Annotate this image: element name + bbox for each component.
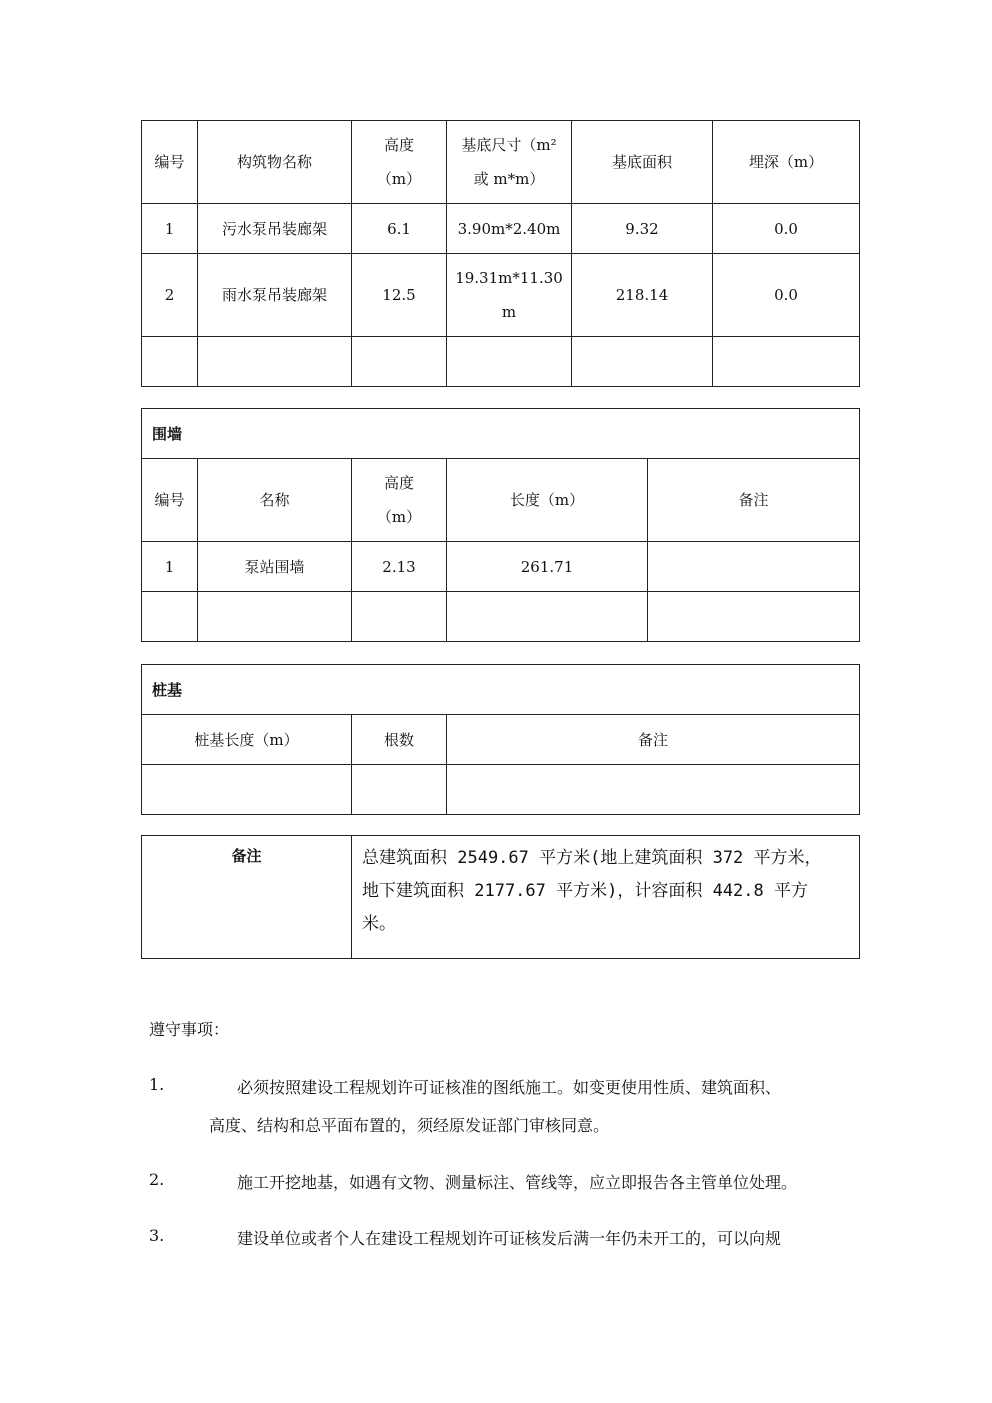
header-length: 长度（m）: [447, 459, 648, 542]
empty-cell: [572, 337, 713, 387]
item-number: 1.: [149, 1075, 165, 1094]
cell-name: 泵站围墙: [198, 542, 352, 592]
table-row: [142, 254, 860, 337]
empty-cell: [713, 337, 860, 387]
empty-cell: [142, 337, 198, 387]
empty-cell: [447, 765, 860, 815]
header-no: 编号: [142, 459, 198, 542]
cell-height: 12.5: [352, 254, 447, 337]
table-row: [142, 204, 860, 254]
header-size-line1: 基底尺寸（m²: [461, 136, 557, 154]
header-note: 备注: [447, 715, 860, 765]
table-header-row: [142, 459, 860, 542]
empty-cell: [352, 337, 447, 387]
empty-cell: [142, 765, 352, 815]
table-header-row: [142, 715, 860, 765]
cell-height: 6.1: [352, 204, 447, 254]
pile-title-row: [142, 665, 860, 715]
header-height: [352, 121, 447, 204]
wall-title: 围墙: [142, 409, 860, 459]
header-name: 构筑物名称: [198, 121, 352, 204]
header-height: [352, 459, 447, 542]
item-number: 2.: [149, 1170, 165, 1189]
cell-size-line1: 19.31m*11.30: [455, 269, 563, 287]
pile-table: [141, 664, 860, 815]
item-number: 3.: [149, 1226, 165, 1245]
header-size: [447, 121, 572, 204]
table-row-empty: [142, 765, 860, 815]
empty-cell: [142, 592, 198, 642]
cell-depth: 0.0: [713, 204, 860, 254]
table-row: [142, 542, 860, 592]
header-name: 名称: [198, 459, 352, 542]
header-size-line2: 或 m*m）: [473, 170, 545, 188]
remarks-text: [352, 836, 860, 959]
cell-size-line2: m: [501, 303, 517, 321]
remarks-line: 地下建筑面积 2177.67 平方米)，计容面积 442.8 平方: [362, 881, 808, 901]
empty-cell: [198, 592, 352, 642]
cell-note: [648, 542, 860, 592]
remarks-line: 米。: [362, 914, 396, 934]
cell-no: 1: [142, 542, 198, 592]
cell-size: [447, 254, 572, 337]
remarks-line: 总建筑面积 2549.67 平方米(地上建筑面积 372 平方米，: [362, 848, 822, 868]
empty-cell: [352, 765, 447, 815]
cell-name: 雨水泵吊装廊架: [198, 254, 352, 337]
header-height-line1: 高度: [383, 474, 414, 492]
table-row-empty: [142, 337, 860, 387]
remarks-label: 备注: [142, 836, 352, 959]
cell-height: 2.13: [352, 542, 447, 592]
header-depth: 埋深（m）: [713, 121, 860, 204]
remarks-table: [141, 835, 860, 959]
cell-size: 3.90m*2.40m: [447, 204, 572, 254]
cell-no: 2: [142, 254, 198, 337]
header-pile-length: 桩基长度（m）: [142, 715, 352, 765]
cell-name: 污水泵吊装廊架: [198, 204, 352, 254]
empty-cell: [648, 592, 860, 642]
compliance-item-line: 高度、结构和总平面布置的，须经原发证部门审核同意。: [209, 1116, 610, 1135]
compliance-item-line: 建设单位或者个人在建设工程规划许可证核发后满一年仍未开工的，可以向规: [237, 1229, 782, 1248]
header-no: 编号: [142, 121, 198, 204]
header-height-line1: 高度: [383, 136, 414, 154]
empty-cell: [447, 337, 572, 387]
header-area: 基底面积: [572, 121, 713, 204]
cell-length: 261.71: [447, 542, 648, 592]
header-height-line2: （m）: [376, 170, 422, 188]
header-note: 备注: [648, 459, 860, 542]
table-header-row: [142, 121, 860, 204]
compliance-item-line: 施工开挖地基，如遇有文物、测量标注、管线等，应立即报告各主管单位处理。: [237, 1173, 798, 1192]
cell-no: 1: [142, 204, 198, 254]
compliance-title: 遵守事项：: [149, 1020, 230, 1039]
cell-area: 9.32: [572, 204, 713, 254]
compliance-item-line: 必须按照建设工程规划许可证核准的图纸施工。如变更使用性质、建筑面积、: [237, 1078, 782, 1097]
empty-cell: [198, 337, 352, 387]
wall-title-row: [142, 409, 860, 459]
table-row-empty: [142, 592, 860, 642]
header-height-line2: （m）: [376, 508, 422, 526]
wall-table: [141, 408, 860, 642]
empty-cell: [447, 592, 648, 642]
header-count: 根数: [352, 715, 447, 765]
remarks-row: [142, 836, 860, 959]
cell-depth: 0.0: [713, 254, 860, 337]
structures-table: [141, 120, 860, 387]
cell-area: 218.14: [572, 254, 713, 337]
pile-title: 桩基: [142, 665, 860, 715]
empty-cell: [352, 592, 447, 642]
